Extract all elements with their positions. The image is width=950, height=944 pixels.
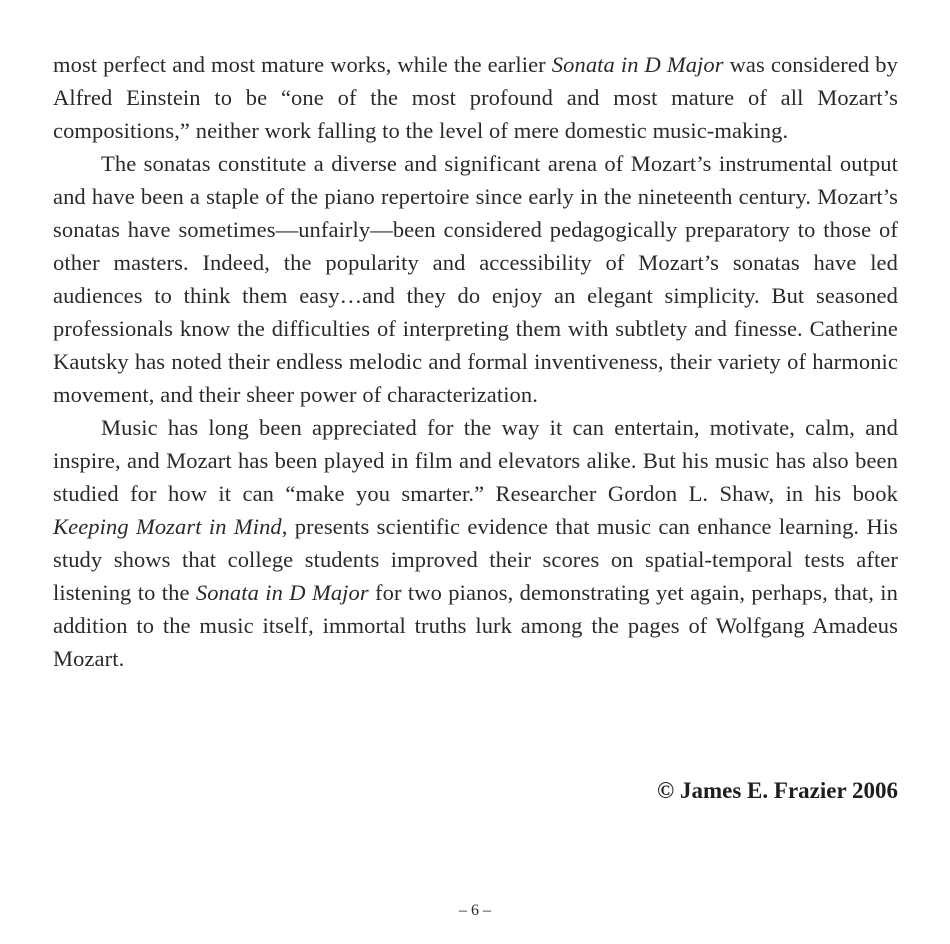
work-title-sonata-in-d-major: Sonata in D Major bbox=[551, 52, 724, 77]
page-body bbox=[53, 48, 898, 675]
paragraph-2-text: The sonatas constitute a diverse and significant arena of Mozart’s instrumental output and have been a staple of the piano repertoire since early in the nineteenth century. Mozart’s sonatas have sometimes—unfairly—been considered pedagogically preparatory to those of other masters. Indeed, the popularity and accessibility of Mozart’s sonatas have led audiences to think them easy…and they do enjoy an elegant simplicity. But seasoned professionals know the difficulties of interpreting them with subtlety and finesse. Catherine Kautsky has noted their endless melodic and formal inventiveness, their variety of harmonic movement, and their sheer power of characterization. bbox=[53, 151, 898, 407]
copyright-notice: © James E. Frazier 2006 bbox=[657, 778, 898, 803]
book-title-keeping-mozart-in-mind: Keeping Mozart in Mind bbox=[53, 514, 282, 539]
paragraph-3-text-3: for two pianos, demonstrating yet again, perhaps, that, in addition to the music itself, immortal truths lurk among the pages of Wolfgang Amadeus Mozart. bbox=[53, 580, 899, 671]
work-title-sonata-in-d-major: Sonata in D Major bbox=[195, 580, 369, 605]
paragraph-1-text-1: most perfect and most mature works, while the earlier bbox=[53, 52, 552, 77]
paragraph-3-text-1: Music has long been appreciated for the way it can entertain, motivate, calm, and inspire, and Mozart has been played in film and elevators alike. But his music has also been studied for how it can “make you smarter.” Researcher Gordon L. Shaw, in his book bbox=[53, 415, 898, 506]
page-number: – 6 – bbox=[459, 902, 491, 919]
paragraph-3 bbox=[53, 411, 898, 675]
paragraph-3-text-2: , presents scientific evidence that music can enhance learning. His study shows that college students improved their scores on spatial-temporal tests after listening to the bbox=[53, 514, 899, 605]
paragraph-1 bbox=[53, 48, 898, 147]
paragraph-2 bbox=[53, 147, 898, 411]
paragraph-1-text-2: was considered by Alfred Einstein to be “one of the most profound and most mature of all Mozart’s compositions,” neither work falling to the level of mere domestic music-making. bbox=[53, 52, 898, 143]
